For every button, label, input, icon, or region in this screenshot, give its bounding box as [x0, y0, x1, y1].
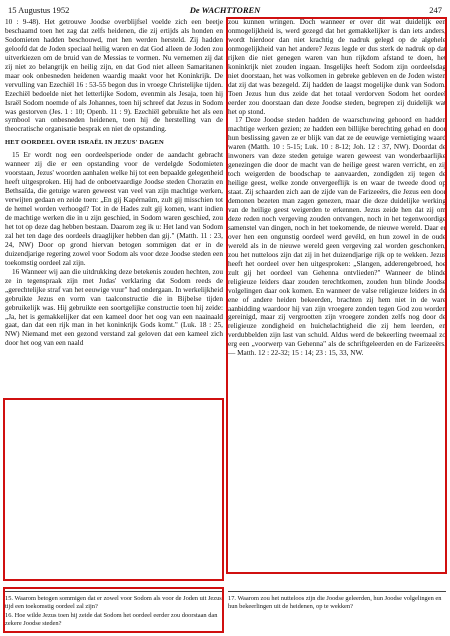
page-header [8, 5, 442, 19]
magazine-title: De WACHTTOREN [189, 5, 261, 15]
header-date: 15 Augustus 1952 [8, 5, 70, 15]
section-heading: HET OORDEEL OVER ISRAËL IN JEZUS' DAGEN [5, 139, 164, 147]
page-number: 247 [429, 5, 442, 15]
footnote-15: 15. Waarom betogen sommigen dat er zowel voor Sodom als voor de Joden uit Jezus' tijd een toekomstig oordeel zal zijn? [5, 595, 223, 611]
paragraph-16-continuation: zou kunnen wringen. Doch wanneer er over dit wat duidelijk een onmogelijkheid is, werd gezegd dat het gemakkelijker is dan iets anders, wordt hierdoor dan niet krachtig de nadruk gelegd op de algehele onmogelijkheid van het andere? Jezus legde er dus sterk de nadruk op dat rijken die niet genegen waren van hun rijkdom afstand te doen, het koninkrijk niet zouden ingaan. Insgelijks heeft Sodom zijn oordeelsdag niet doorstaan, het was volkomen in gebreke gebleven en de Joden wisten dat zij dat was bezegeld. Zij hadden de laagst mogelijke dunk van Sodom. Toen Jezus hun dus zeide dat het totaal verdorven Sodom het oordeel eerder zou doorstaan dan deze Joodse steden, begrepen zij duidelijk wat het op stond. [228, 18, 446, 116]
right-column [228, 18, 446, 358]
paragraph-14-continuation: 10 : 9-48). Het getrouwe Joodse overblijfsel voelde zich een beetje beschaamd toen het zag dat zelfs heidenen, die zij ertijds als honden en Sodomieten hadden beschouwd, met hen werden hersteld. Zij hadden geloofd dat de Joden speciaal heilig waren en dat God alleen de Joden zou uitverkiezen om de bruid van de Messias te vormen. Nu vernemen zij dat zij niet zo belangrijk en heilig zijn, en dat God niet alleen Samaritanen maar ook onbesneden heidenen waardig maakt voor het Koninkrijk. De vervulling van Ezechiël 16 : 53-55 begon dus in vroege Christelijke tijden. Ezechiël bedoelde niet het letterlijke Sodom, evenmin als Jesaja, toen hij Israël Sodom noemde of als Johannes, toen hij schreef dat Jezus in Sodom was gestorven (Jes. 1 : 10; Openb. 11 : 9). Ezechiël gebruikte het als een symbool van onbesneden heidenen, toen hij de herstelling van de theocratische organisatie besprak en niet de opstanding. [5, 18, 223, 134]
highlight-box-left-column [3, 398, 224, 581]
footnote-16: 16. Hoe wilde Jezus toen hij zeide dat Sodom het oordeel eerder zou doorstaan dan zekere Joodse steden? [5, 612, 218, 628]
left-column [5, 18, 223, 348]
footnotes-left [5, 591, 223, 629]
footnotes-right [228, 591, 446, 612]
paragraph-16: 16 Wanneer wij aan die uitdrukking deze betekenis zouden hechten, zou ze in tegenspraak zijn met Judas' verklaring dat Sodom reeds de „gerechtelijke straf van het eeuwige vuur" had ondergaan. In werkelijkheid gebruikte Jezus en vorm van taalconstructie die in Bijbelse tijden gebruikelijk was. Hij gebruikte een soortgelijke constructie toen hij zeide: „Ja, het is gemakkelijker dat een kameel door het oog van een naainaald gaat, dan dat een rijk man in het koninkrijk Gods komt." (Luk. 18 : 25, NW) Niemand met een gezond verstand zal geloven dat een kameel zich door het oog van een naald [5, 267, 223, 348]
footnote-17: 17. Waarom zou het nutteloos zijn die Joodse geleerden, hun Joodse volgelingen en hun bekeerlingen uit de heidenen, op te wekken? [228, 595, 442, 611]
paragraph-17: 17 Deze Joodse steden hadden de waarschuwing gehoord en hadden machtige werken gezien; ze hadden een billijke berechting gehad en door hun beslissing gaven ze er blijk van dat ze de eeuwige vernietiging waard waren (Matth. 10 : 5-15; Luk. 10 : 8-12; Joh. 12 : 37, NW). Doordat de inwoners van deze steden getuige waren geweest van wonderbaarlijke genezingen die door de macht van de heilige geest waren verricht, en zij toch weigerden de boodschap te aanvaarden, zondigden zij tegen de heilige geest, welke zonde onvergeeflijk is en waar de tweede dood op staat. Zij schaarden zich aan de zijde van de Farizeeërs, die Jezus een door demonen bezeten man zagen genezen, maar die deze duidelijke werking van de heilige geest weigerden te erkennen. Jezus zeide hen dat zij om deze reden noch vergeving zouden ontvangen, noch in het tegenwoordige samenstel van dingen, noch in het toekomende, de nieuwe wereld. Daar er over hen een ongunstig oordeel werd gevéld, en hun zowel in de oude wereld als in de nieuwe wereld geen vergeving zal worden geschonken, zou het nutteloos zijn dat zij in het duizendjarige rijk op te wekken. Jezus heeft het oordeel over hen uitgesproken: „Slangen, adderengebroed, hoe zult gij het oordeel van Gehenna ontvlieden?" Wanneer de blinde religieuze leiders daar zouden terechtkomen, zouden hun blinde Joodse volgelingen daar ook komen. En wanneer de valse religieuze leiders in de ene of andere heiden bekeerden, brachten zij hem niet in de ware aanbidding waardoor hij van zijn vroegere zonden tegen God zou worden gereinigd, maar zij vergrootten zijn vroegere zonden zelfs nog door de religieuze zondigheid en huichelachtigheid die zij hem leerden, en verdubbelden zijn last van schuld. Aldus werd de bekeerling tweemaal zo erg een „voorwerp van Gehenna" als de schriftgeleerden en de Farizeeërs. — Matth. 12 : 22-32; 15 : 14; 23 : 15, 33, NW. [228, 116, 446, 358]
paragraph-15: 15 Er wordt nog een oordeelsperiode onder de aandacht gebracht wanneer zij die er een opstanding voor de verdelgde Sodomieten voorstaan, Jezus' woorden aanhalen welke hij tot een bepaalde gelegenheid heeft uitgesproken. Hij had de onboetvaardige Joodse steden Chorazin en Bethsaïda, die getuige waren geweest van veel van zijn machtige werken, verwijten gedaan en zeide toen: „En gij Kapérnaüm, zult gij misschien tot de hemel worden verhoogd? Tot in de Hades zult gij komen, want indien de machtige werken die in u zijn geschied, in Sodom waren geschied, zou het tot op deze dag hebben bestaan. Daarom zeg ik u: Het land van Sodom zal het ten dage des oordeels draaglijker hebben dan gij." (Matth. 11 : 23, 24, NW) Door op grond hiervan betogen sommigen dat er in de duizendjarige regering zowel voor Sodom als voor deze Joodse steden een toekomstig oordeel zal zijn. [5, 151, 223, 267]
